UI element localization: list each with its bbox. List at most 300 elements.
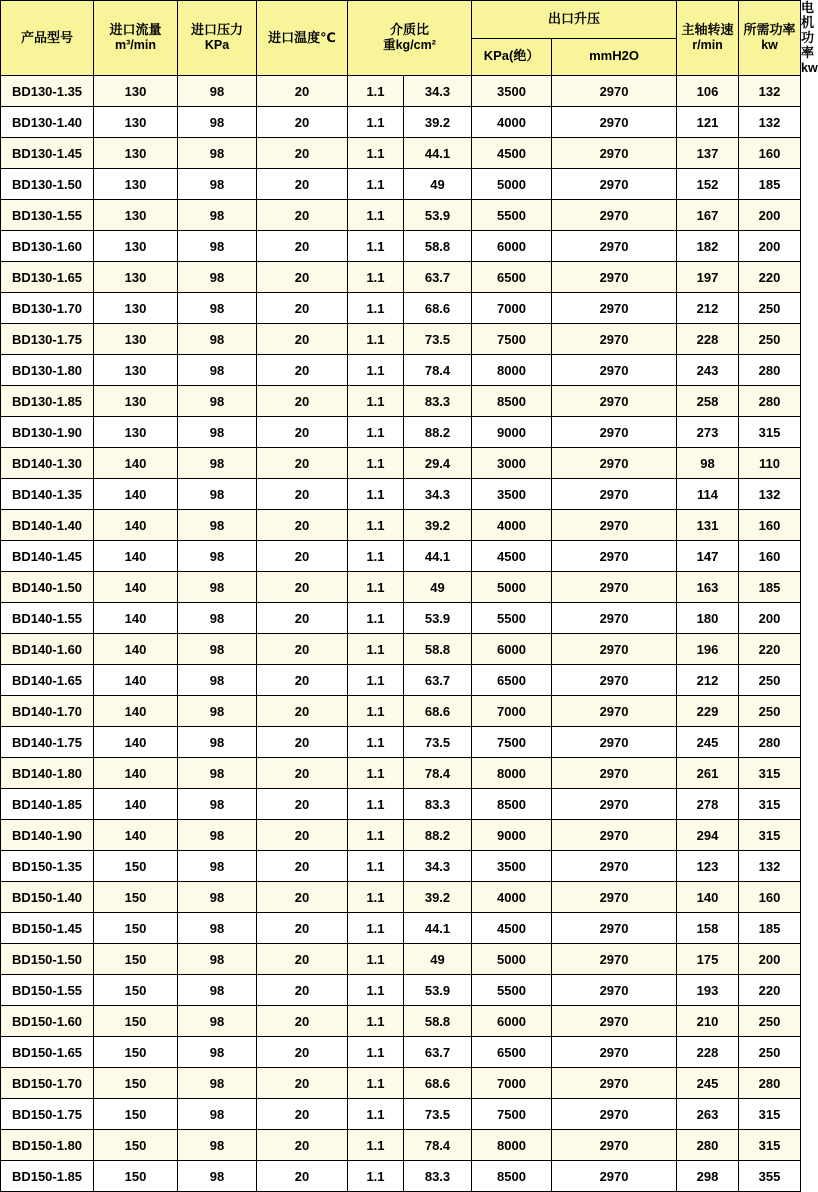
cell-model: BD130-1.50 xyxy=(1,169,94,200)
cell-spindle-speed: 2970 xyxy=(552,727,677,758)
cell-spindle-speed: 2970 xyxy=(552,200,677,231)
cell-spindle-speed: 2970 xyxy=(552,1130,677,1161)
table-row xyxy=(1,231,801,262)
cell-outlet-kpa: 63.7 xyxy=(404,1037,472,1068)
cell-outlet-kpa: 68.6 xyxy=(404,1068,472,1099)
cell-inlet-flow: 140 xyxy=(94,448,178,479)
cell-inlet-flow: 130 xyxy=(94,355,178,386)
cell-medium-ratio: 1.1 xyxy=(348,758,404,789)
cell-outlet-mmh2o: 4500 xyxy=(472,138,552,169)
cell-inlet-flow: 140 xyxy=(94,727,178,758)
cell-required-power: 152 xyxy=(677,169,739,200)
cell-motor-power: 185 xyxy=(739,913,801,944)
table-row xyxy=(1,417,801,448)
cell-inlet-flow: 140 xyxy=(94,665,178,696)
cell-inlet-pressure: 98 xyxy=(178,913,257,944)
cell-required-power: 147 xyxy=(677,541,739,572)
cell-motor-power: 315 xyxy=(739,417,801,448)
cell-model: BD130-1.40 xyxy=(1,107,94,138)
cell-motor-power: 280 xyxy=(739,1068,801,1099)
cell-motor-power: 200 xyxy=(739,603,801,634)
cell-inlet-temperature: 20 xyxy=(257,820,348,851)
cell-inlet-pressure: 98 xyxy=(178,169,257,200)
cell-required-power: 261 xyxy=(677,758,739,789)
cell-outlet-mmh2o: 7000 xyxy=(472,696,552,727)
cell-outlet-mmh2o: 3500 xyxy=(472,479,552,510)
cell-medium-ratio: 1.1 xyxy=(348,913,404,944)
cell-inlet-flow: 150 xyxy=(94,913,178,944)
cell-inlet-temperature: 20 xyxy=(257,1068,348,1099)
cell-model: BD130-1.55 xyxy=(1,200,94,231)
cell-motor-power: 315 xyxy=(739,758,801,789)
cell-inlet-temperature: 20 xyxy=(257,696,348,727)
cell-motor-power: 315 xyxy=(739,820,801,851)
table-row xyxy=(1,1037,801,1068)
cell-outlet-kpa: 83.3 xyxy=(404,386,472,417)
cell-inlet-pressure: 98 xyxy=(178,231,257,262)
cell-model: BD140-1.70 xyxy=(1,696,94,727)
cell-motor-power: 132 xyxy=(739,851,801,882)
cell-outlet-mmh2o: 5000 xyxy=(472,169,552,200)
cell-outlet-kpa: 34.3 xyxy=(404,479,472,510)
cell-medium-ratio: 1.1 xyxy=(348,138,404,169)
cell-inlet-flow: 130 xyxy=(94,417,178,448)
cell-required-power: 229 xyxy=(677,696,739,727)
cell-outlet-kpa: 29.4 xyxy=(404,448,472,479)
table-row xyxy=(1,572,801,603)
cell-inlet-flow: 140 xyxy=(94,634,178,665)
cell-medium-ratio: 1.1 xyxy=(348,479,404,510)
cell-required-power: 263 xyxy=(677,1099,739,1130)
cell-inlet-temperature: 20 xyxy=(257,944,348,975)
cell-model: BD130-1.45 xyxy=(1,138,94,169)
cell-medium-ratio: 1.1 xyxy=(348,76,404,107)
cell-spindle-speed: 2970 xyxy=(552,541,677,572)
cell-required-power: 245 xyxy=(677,1068,739,1099)
cell-motor-power: 160 xyxy=(739,510,801,541)
cell-inlet-temperature: 20 xyxy=(257,851,348,882)
cell-required-power: 197 xyxy=(677,262,739,293)
cell-model: BD130-1.65 xyxy=(1,262,94,293)
cell-motor-power: 132 xyxy=(739,479,801,510)
cell-medium-ratio: 1.1 xyxy=(348,107,404,138)
table-row xyxy=(1,293,801,324)
cell-motor-power: 185 xyxy=(739,169,801,200)
cell-model: BD130-1.35 xyxy=(1,76,94,107)
cell-inlet-flow: 150 xyxy=(94,1161,178,1192)
cell-required-power: 280 xyxy=(677,1130,739,1161)
cell-motor-power: 250 xyxy=(739,1037,801,1068)
cell-required-power: 298 xyxy=(677,1161,739,1192)
cell-required-power: 175 xyxy=(677,944,739,975)
cell-required-power: 121 xyxy=(677,107,739,138)
cell-spindle-speed: 2970 xyxy=(552,944,677,975)
cell-inlet-flow: 150 xyxy=(94,851,178,882)
cell-motor-power: 185 xyxy=(739,572,801,603)
cell-inlet-flow: 140 xyxy=(94,696,178,727)
cell-outlet-mmh2o: 8500 xyxy=(472,789,552,820)
cell-motor-power: 280 xyxy=(739,727,801,758)
cell-inlet-flow: 130 xyxy=(94,200,178,231)
cell-medium-ratio: 1.1 xyxy=(348,262,404,293)
column-header-model: 产品型号 xyxy=(1,1,94,76)
cell-motor-power: 250 xyxy=(739,293,801,324)
cell-inlet-temperature: 20 xyxy=(257,293,348,324)
cell-motor-power: 110 xyxy=(739,448,801,479)
cell-required-power: 273 xyxy=(677,417,739,448)
table-row xyxy=(1,76,801,107)
cell-outlet-kpa: 39.2 xyxy=(404,107,472,138)
cell-inlet-flow: 130 xyxy=(94,324,178,355)
cell-outlet-mmh2o: 3500 xyxy=(472,851,552,882)
cell-inlet-temperature: 20 xyxy=(257,634,348,665)
cell-inlet-flow: 130 xyxy=(94,262,178,293)
cell-inlet-flow: 140 xyxy=(94,541,178,572)
spindle-speed-unit: r/min xyxy=(692,38,723,53)
cell-inlet-flow: 150 xyxy=(94,1130,178,1161)
cell-inlet-flow: 150 xyxy=(94,944,178,975)
cell-required-power: 158 xyxy=(677,913,739,944)
cell-spindle-speed: 2970 xyxy=(552,1006,677,1037)
table-row xyxy=(1,107,801,138)
cell-medium-ratio: 1.1 xyxy=(348,200,404,231)
cell-medium-ratio: 1.1 xyxy=(348,1068,404,1099)
cell-outlet-kpa: 44.1 xyxy=(404,541,472,572)
cell-model: BD140-1.35 xyxy=(1,479,94,510)
cell-inlet-pressure: 98 xyxy=(178,417,257,448)
cell-model: BD150-1.35 xyxy=(1,851,94,882)
cell-model: BD140-1.40 xyxy=(1,510,94,541)
cell-inlet-temperature: 20 xyxy=(257,1006,348,1037)
cell-outlet-kpa: 83.3 xyxy=(404,789,472,820)
cell-motor-power: 132 xyxy=(739,76,801,107)
cell-inlet-temperature: 20 xyxy=(257,541,348,572)
cell-motor-power: 250 xyxy=(739,696,801,727)
cell-inlet-flow: 130 xyxy=(94,231,178,262)
cell-inlet-flow: 140 xyxy=(94,758,178,789)
cell-inlet-flow: 150 xyxy=(94,1099,178,1130)
cell-spindle-speed: 2970 xyxy=(552,696,677,727)
cell-inlet-flow: 140 xyxy=(94,603,178,634)
cell-outlet-mmh2o: 5500 xyxy=(472,603,552,634)
cell-inlet-temperature: 20 xyxy=(257,76,348,107)
table-row xyxy=(1,324,801,355)
cell-outlet-kpa: 53.9 xyxy=(404,200,472,231)
cell-outlet-mmh2o: 5000 xyxy=(472,572,552,603)
cell-inlet-temperature: 20 xyxy=(257,1099,348,1130)
inlet-pressure-title: 进口压力 xyxy=(190,22,243,38)
cell-inlet-temperature: 20 xyxy=(257,138,348,169)
cell-medium-ratio: 1.1 xyxy=(348,386,404,417)
cell-required-power: 278 xyxy=(677,789,739,820)
cell-required-power: 193 xyxy=(677,975,739,1006)
cell-medium-ratio: 1.1 xyxy=(348,603,404,634)
cell-inlet-temperature: 20 xyxy=(257,262,348,293)
cell-inlet-temperature: 20 xyxy=(257,913,348,944)
cell-model: BD140-1.75 xyxy=(1,727,94,758)
cell-spindle-speed: 2970 xyxy=(552,1037,677,1068)
cell-outlet-kpa: 63.7 xyxy=(404,665,472,696)
cell-outlet-mmh2o: 4000 xyxy=(472,882,552,913)
cell-medium-ratio: 1.1 xyxy=(348,665,404,696)
cell-outlet-mmh2o: 6500 xyxy=(472,262,552,293)
cell-inlet-pressure: 98 xyxy=(178,107,257,138)
table-row xyxy=(1,479,801,510)
cell-required-power: 131 xyxy=(677,510,739,541)
cell-motor-power: 280 xyxy=(739,355,801,386)
cell-outlet-mmh2o: 5500 xyxy=(472,975,552,1006)
cell-model: BD150-1.85 xyxy=(1,1161,94,1192)
cell-inlet-pressure: 98 xyxy=(178,727,257,758)
cell-medium-ratio: 1.1 xyxy=(348,1099,404,1130)
cell-medium-ratio: 1.1 xyxy=(348,1161,404,1192)
column-header-medium-ratio xyxy=(348,1,472,76)
cell-inlet-temperature: 20 xyxy=(257,572,348,603)
cell-outlet-kpa: 44.1 xyxy=(404,913,472,944)
cell-outlet-mmh2o: 3500 xyxy=(472,76,552,107)
cell-inlet-temperature: 20 xyxy=(257,107,348,138)
column-header-outlet-mmh2o: mmH2O xyxy=(552,38,677,76)
cell-inlet-flow: 130 xyxy=(94,138,178,169)
cell-outlet-mmh2o: 5000 xyxy=(472,944,552,975)
spindle-speed-title: 主轴转速 xyxy=(681,22,734,38)
cell-outlet-kpa: 39.2 xyxy=(404,510,472,541)
cell-model: BD140-1.50 xyxy=(1,572,94,603)
cell-inlet-pressure: 98 xyxy=(178,479,257,510)
cell-inlet-pressure: 98 xyxy=(178,541,257,572)
inlet-flow-title: 进口流量 xyxy=(109,22,162,38)
cell-medium-ratio: 1.1 xyxy=(348,541,404,572)
cell-inlet-temperature: 20 xyxy=(257,200,348,231)
cell-spindle-speed: 2970 xyxy=(552,510,677,541)
cell-outlet-kpa: 88.2 xyxy=(404,820,472,851)
cell-inlet-pressure: 98 xyxy=(178,1099,257,1130)
cell-inlet-pressure: 98 xyxy=(178,975,257,1006)
cell-motor-power: 160 xyxy=(739,541,801,572)
header-row-main: 产品型号 进口流量 m³/min 进口压力 KPa 进口温度℃ 介质比 重kg/cm² 出口升压 主轴转速 r/min 所需功率 kw 电机功率 kw xyxy=(1,1,801,39)
cell-required-power: 228 xyxy=(677,324,739,355)
cell-spindle-speed: 2970 xyxy=(552,107,677,138)
cell-inlet-temperature: 20 xyxy=(257,1130,348,1161)
table-row xyxy=(1,820,801,851)
cell-outlet-kpa: 63.7 xyxy=(404,262,472,293)
cell-outlet-kpa: 53.9 xyxy=(404,975,472,1006)
cell-inlet-pressure: 98 xyxy=(178,758,257,789)
cell-spindle-speed: 2970 xyxy=(552,262,677,293)
cell-model: BD150-1.65 xyxy=(1,1037,94,1068)
cell-model: BD130-1.90 xyxy=(1,417,94,448)
cell-inlet-temperature: 20 xyxy=(257,665,348,696)
cell-model: BD150-1.55 xyxy=(1,975,94,1006)
cell-model: BD130-1.60 xyxy=(1,231,94,262)
cell-inlet-flow: 130 xyxy=(94,107,178,138)
table-row xyxy=(1,169,801,200)
cell-inlet-temperature: 20 xyxy=(257,510,348,541)
cell-required-power: 243 xyxy=(677,355,739,386)
cell-outlet-mmh2o: 8500 xyxy=(472,386,552,417)
table-row xyxy=(1,510,801,541)
cell-medium-ratio: 1.1 xyxy=(348,169,404,200)
cell-model: BD140-1.45 xyxy=(1,541,94,572)
cell-inlet-pressure: 98 xyxy=(178,789,257,820)
cell-spindle-speed: 2970 xyxy=(552,603,677,634)
cell-inlet-temperature: 20 xyxy=(257,758,348,789)
table-row xyxy=(1,913,801,944)
cell-outlet-kpa: 78.4 xyxy=(404,355,472,386)
cell-medium-ratio: 1.1 xyxy=(348,231,404,262)
cell-outlet-kpa: 68.6 xyxy=(404,696,472,727)
cell-required-power: 123 xyxy=(677,851,739,882)
cell-model: BD140-1.60 xyxy=(1,634,94,665)
cell-inlet-pressure: 98 xyxy=(178,324,257,355)
cell-inlet-temperature: 20 xyxy=(257,448,348,479)
cell-spindle-speed: 2970 xyxy=(552,975,677,1006)
cell-medium-ratio: 1.1 xyxy=(348,572,404,603)
cell-inlet-flow: 130 xyxy=(94,76,178,107)
cell-outlet-kpa: 73.5 xyxy=(404,324,472,355)
cell-inlet-flow: 150 xyxy=(94,975,178,1006)
cell-required-power: 180 xyxy=(677,603,739,634)
cell-required-power: 137 xyxy=(677,138,739,169)
cell-outlet-kpa: 34.3 xyxy=(404,76,472,107)
cell-model: BD150-1.50 xyxy=(1,944,94,975)
table-row xyxy=(1,541,801,572)
cell-motor-power: 250 xyxy=(739,1006,801,1037)
cell-inlet-pressure: 98 xyxy=(178,293,257,324)
cell-outlet-mmh2o: 4000 xyxy=(472,107,552,138)
cell-motor-power: 220 xyxy=(739,634,801,665)
cell-motor-power: 160 xyxy=(739,882,801,913)
cell-required-power: 140 xyxy=(677,882,739,913)
cell-outlet-mmh2o: 7500 xyxy=(472,1099,552,1130)
cell-inlet-temperature: 20 xyxy=(257,727,348,758)
cell-outlet-mmh2o: 7000 xyxy=(472,293,552,324)
cell-inlet-temperature: 20 xyxy=(257,1037,348,1068)
cell-spindle-speed: 2970 xyxy=(552,293,677,324)
table-row xyxy=(1,386,801,417)
cell-spindle-speed: 2970 xyxy=(552,758,677,789)
cell-outlet-mmh2o: 9000 xyxy=(472,820,552,851)
column-header-inlet-flow xyxy=(94,1,178,76)
cell-inlet-pressure: 98 xyxy=(178,634,257,665)
cell-outlet-mmh2o: 7500 xyxy=(472,727,552,758)
cell-medium-ratio: 1.1 xyxy=(348,851,404,882)
medium-ratio-title: 介质比 xyxy=(390,22,430,38)
cell-spindle-speed: 2970 xyxy=(552,324,677,355)
cell-motor-power: 220 xyxy=(739,262,801,293)
cell-spindle-speed: 2970 xyxy=(552,138,677,169)
cell-model: BD140-1.55 xyxy=(1,603,94,634)
cell-spindle-speed: 2970 xyxy=(552,417,677,448)
cell-medium-ratio: 1.1 xyxy=(348,696,404,727)
cell-outlet-kpa: 49 xyxy=(404,572,472,603)
cell-model: BD150-1.70 xyxy=(1,1068,94,1099)
cell-outlet-mmh2o: 4500 xyxy=(472,913,552,944)
cell-motor-power: 315 xyxy=(739,1099,801,1130)
cell-outlet-mmh2o: 9000 xyxy=(472,417,552,448)
cell-motor-power: 355 xyxy=(739,1161,801,1192)
cell-motor-power: 200 xyxy=(739,944,801,975)
cell-spindle-speed: 2970 xyxy=(552,1161,677,1192)
cell-outlet-mmh2o: 6000 xyxy=(472,1006,552,1037)
cell-required-power: 210 xyxy=(677,1006,739,1037)
cell-inlet-temperature: 20 xyxy=(257,355,348,386)
cell-spindle-speed: 2970 xyxy=(552,851,677,882)
cell-inlet-pressure: 98 xyxy=(178,355,257,386)
cell-medium-ratio: 1.1 xyxy=(348,324,404,355)
cell-outlet-kpa: 83.3 xyxy=(404,1161,472,1192)
cell-required-power: 294 xyxy=(677,820,739,851)
cell-model: BD140-1.85 xyxy=(1,789,94,820)
cell-inlet-temperature: 20 xyxy=(257,231,348,262)
cell-inlet-temperature: 20 xyxy=(257,789,348,820)
inlet-flow-unit: m³/min xyxy=(115,38,156,53)
cell-required-power: 212 xyxy=(677,665,739,696)
cell-inlet-temperature: 20 xyxy=(257,417,348,448)
cell-required-power: 98 xyxy=(677,448,739,479)
cell-inlet-pressure: 98 xyxy=(178,1130,257,1161)
cell-medium-ratio: 1.1 xyxy=(348,882,404,913)
table-row xyxy=(1,696,801,727)
cell-inlet-pressure: 98 xyxy=(178,76,257,107)
cell-model: BD140-1.90 xyxy=(1,820,94,851)
cell-spindle-speed: 2970 xyxy=(552,448,677,479)
cell-model: BD140-1.80 xyxy=(1,758,94,789)
cell-outlet-kpa: 49 xyxy=(404,169,472,200)
cell-inlet-pressure: 98 xyxy=(178,820,257,851)
cell-inlet-pressure: 98 xyxy=(178,1161,257,1192)
column-header-required-power xyxy=(739,1,801,76)
table-row xyxy=(1,200,801,231)
cell-medium-ratio: 1.1 xyxy=(348,1130,404,1161)
cell-motor-power: 280 xyxy=(739,386,801,417)
cell-outlet-kpa: 58.8 xyxy=(404,634,472,665)
cell-inlet-flow: 140 xyxy=(94,820,178,851)
cell-inlet-temperature: 20 xyxy=(257,324,348,355)
cell-inlet-flow: 140 xyxy=(94,479,178,510)
cell-motor-power: 250 xyxy=(739,665,801,696)
cell-medium-ratio: 1.1 xyxy=(348,448,404,479)
cell-inlet-temperature: 20 xyxy=(257,479,348,510)
cell-outlet-mmh2o: 7500 xyxy=(472,324,552,355)
cell-required-power: 106 xyxy=(677,76,739,107)
cell-inlet-pressure: 98 xyxy=(178,138,257,169)
cell-inlet-pressure: 98 xyxy=(178,386,257,417)
table-row xyxy=(1,1006,801,1037)
table-row xyxy=(1,882,801,913)
cell-medium-ratio: 1.1 xyxy=(348,1037,404,1068)
cell-outlet-kpa: 78.4 xyxy=(404,1130,472,1161)
cell-model: BD150-1.40 xyxy=(1,882,94,913)
cell-inlet-pressure: 98 xyxy=(178,696,257,727)
cell-inlet-flow: 130 xyxy=(94,169,178,200)
cell-spindle-speed: 2970 xyxy=(552,882,677,913)
cell-required-power: 196 xyxy=(677,634,739,665)
cell-medium-ratio: 1.1 xyxy=(348,634,404,665)
cell-motor-power: 250 xyxy=(739,324,801,355)
table-row xyxy=(1,262,801,293)
cell-motor-power: 160 xyxy=(739,138,801,169)
cell-inlet-temperature: 20 xyxy=(257,386,348,417)
cell-inlet-pressure: 98 xyxy=(178,510,257,541)
cell-required-power: 228 xyxy=(677,1037,739,1068)
cell-outlet-kpa: 34.3 xyxy=(404,851,472,882)
table-row xyxy=(1,944,801,975)
cell-inlet-pressure: 98 xyxy=(178,262,257,293)
table-row xyxy=(1,1161,801,1192)
cell-model: BD150-1.75 xyxy=(1,1099,94,1130)
cell-required-power: 258 xyxy=(677,386,739,417)
